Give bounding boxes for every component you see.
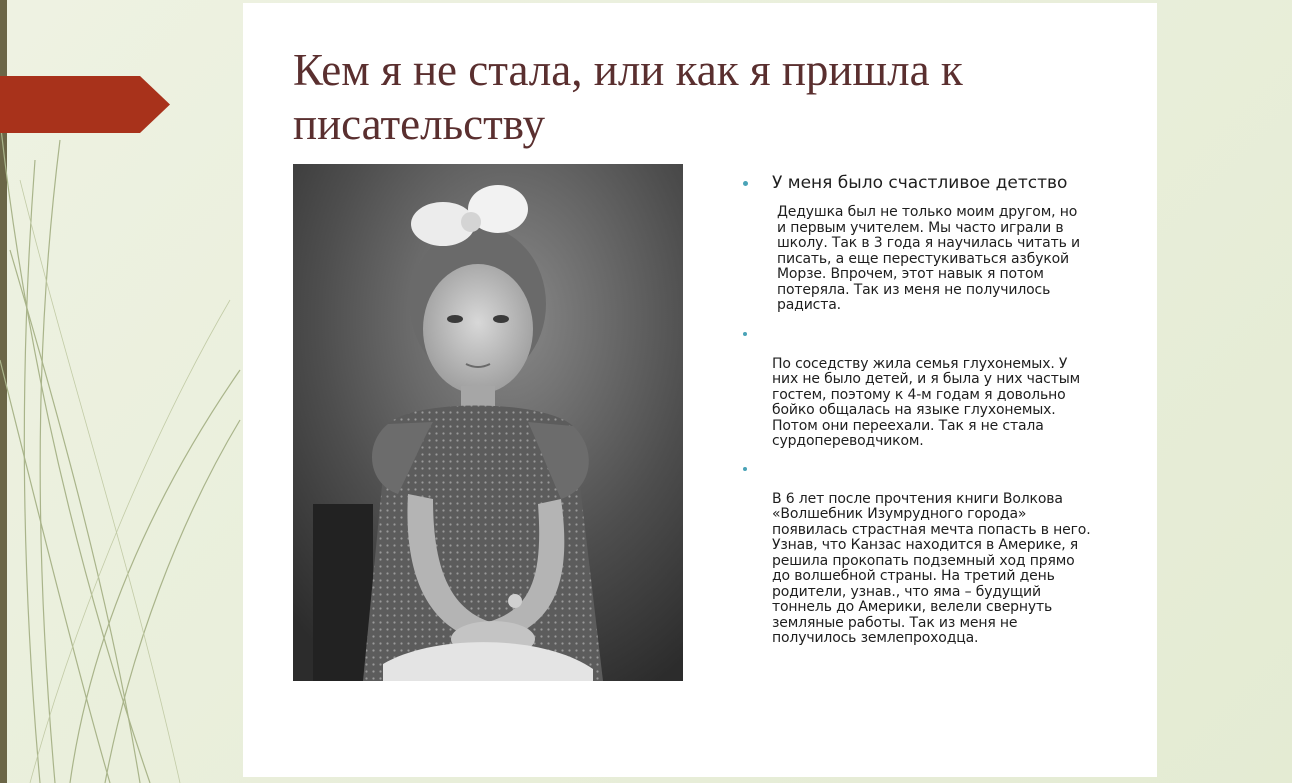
bullet-subtext: Дедушка был не только моим другом, но и первым учителем. Мы часто играли в школу. Так в 3 года я научилась читать и писать, а еще перестукиваться азбукой Морзе. Впрочем, этот навык я потом потеряла. Так из меня не получилось радиста.: [777, 204, 1080, 313]
text-area: [743, 171, 1113, 647]
bullet-dot-icon: [743, 181, 748, 186]
girl-portrait-photo: [293, 164, 683, 681]
bullet-item-3: [743, 461, 1113, 647]
bullet-text: В 6 лет после прочтения книги Волкова «Волшебник Изумрудного города» появилась страстная мечта попасть в него. Узнав, что Канзас находится в Америке, я решила прокопать подземный ход прямо до волшебной страны. На третий день родители, узнав., что яма – будущий тоннель до Америки, велели свернуть земляные работы. Так из меня не получилось землепроходца.: [772, 490, 1091, 646]
bullet-item-1: [743, 171, 1113, 196]
slide-content: [243, 3, 1157, 777]
slide-title: Кем я не стала, или как я пришла к писательству: [293, 45, 963, 149]
bullet-text: По соседству жила семья глухонемых. У них не было детей, и я была у них частым гостем, поэтому к 4-м годам я довольно бойко общалась на языке глухонемых. Потом они переехали. Так я не стала сурдопереводчиком.: [772, 355, 1081, 449]
red-arrow-tab: [0, 76, 170, 133]
bullet-heading: У меня было счастливое детство: [772, 173, 1068, 193]
bullet-item-2: [743, 326, 1113, 450]
bullet-dot-icon: [743, 332, 747, 336]
bullet-dot-icon: [743, 467, 747, 471]
